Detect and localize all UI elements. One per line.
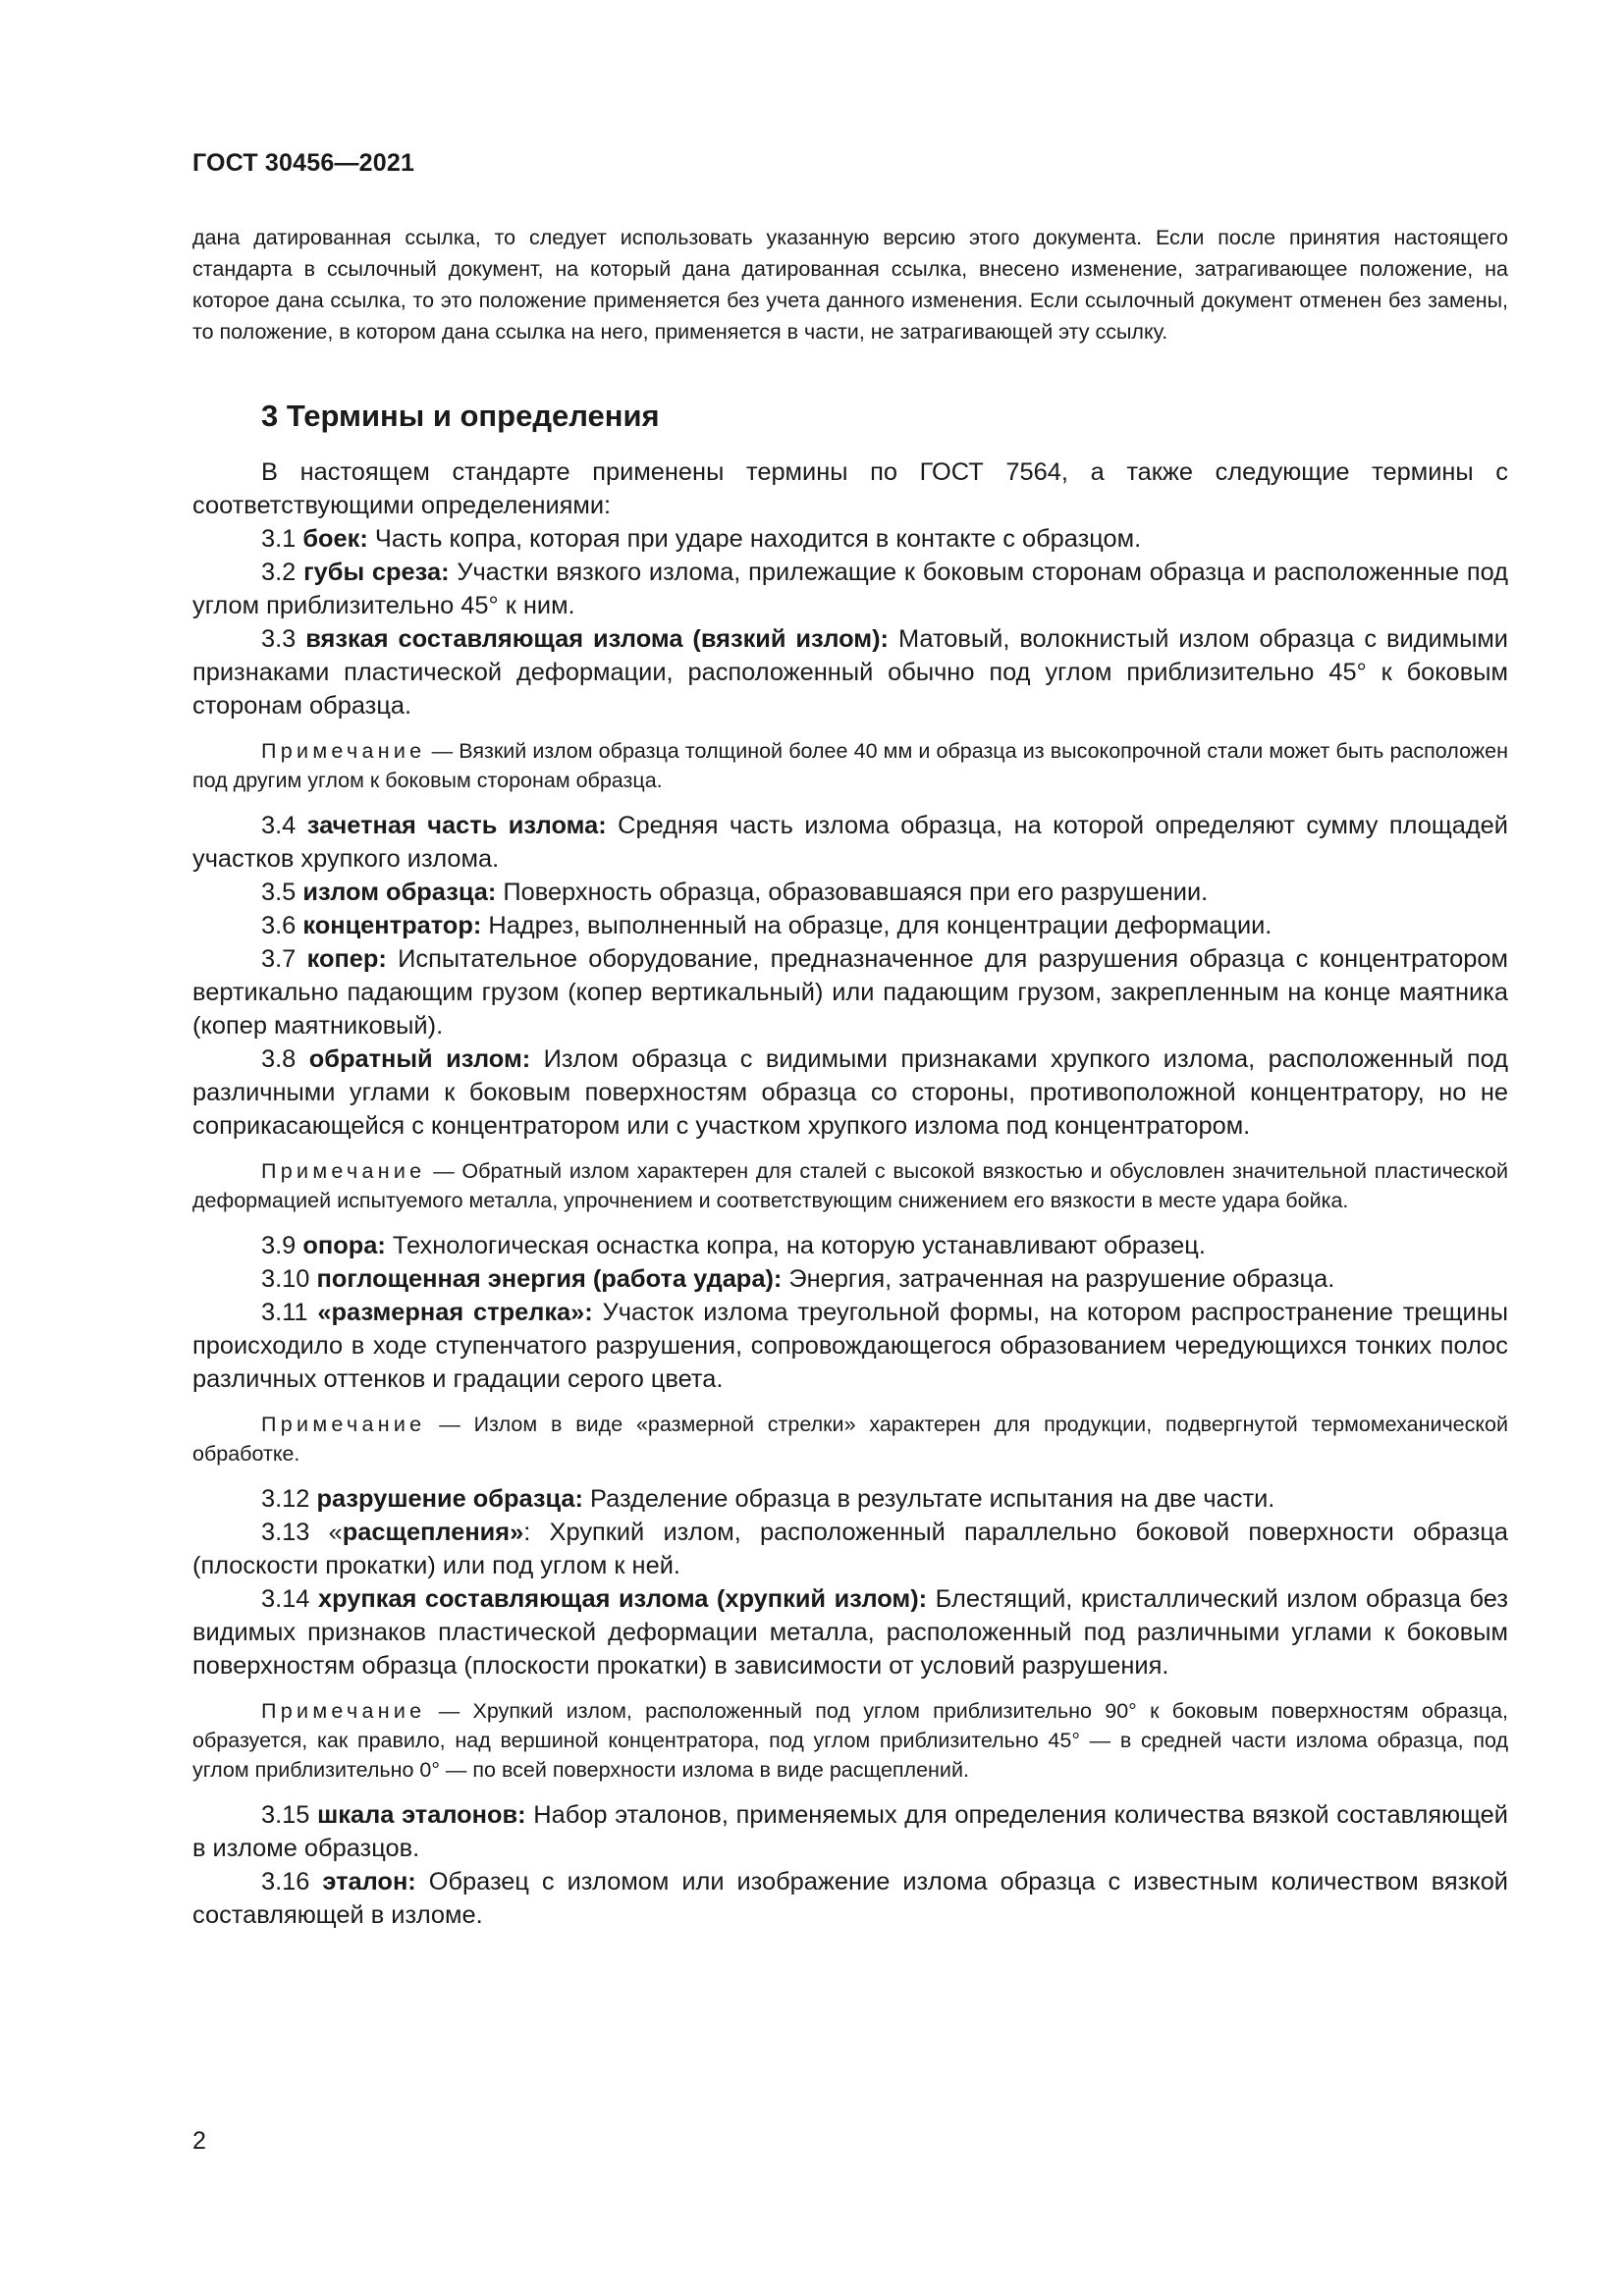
- term-number: 3.16: [261, 1868, 323, 1896]
- term-3-15: [192, 1798, 1508, 1865]
- term-number: 3.6: [261, 912, 303, 939]
- term-name: «размерная стрелка»:: [317, 1299, 593, 1326]
- term-number: 3.5: [261, 879, 303, 906]
- note-label: Примечание: [261, 739, 426, 763]
- term-name: вязкая составляющая излома (вязкий излом):: [305, 625, 889, 653]
- note-text: — Обратный излом характерен для сталей с высокой вязкостью и обусловлен значительной пластической деформацией испытуемого металла, упрочнением и соответствующим снижением его вязкости в месте удара бойка.: [192, 1159, 1508, 1212]
- term-3-16: [192, 1865, 1508, 1932]
- term-3-14: [192, 1582, 1508, 1682]
- intro-paragraph: дана датированная ссылка, то следует использовать указанную версию этого документа. Если после принятия настоящего стандарта в ссылочный документ, на который дана датированная ссылка, внесено изменение, затрагивающее положение, на которое дана ссылка, то это положение применяется без учета данного изменения. Если ссылочный документ отменен без замены, то положение, в котором дана ссылка на него, применяется в части, не затрагивающей эту ссылку.: [192, 226, 1508, 344]
- term-definition: Набор эталонов, применяемых для определения количества вязкой составляющей в изломе образцов.: [192, 1801, 1508, 1862]
- term-definition: Разделение образца в результате испытания на две части.: [583, 1485, 1275, 1513]
- section-lead-paragraph: В настоящем стандарте применены термины по ГОСТ 7564, а также следующие термины с соответствующими определениями:: [192, 458, 1508, 519]
- page-content: [192, 222, 1508, 1932]
- term-number: 3.9: [261, 1232, 303, 1259]
- term-number: 3.14: [261, 1585, 318, 1613]
- term-definition: Участки вязкого излома, прилежащие к боковым сторонам образца и расположенные под углом приблизительно 45° к ним.: [192, 559, 1508, 619]
- term-number: 3.13 «: [261, 1519, 343, 1546]
- note-2: [192, 1156, 1508, 1215]
- term-definition: : Хрупкий излом, расположенный параллельно боковой поверхности образца (плоскости прокатки) или под углом к ней.: [192, 1519, 1508, 1579]
- term-3-7: [192, 942, 1508, 1042]
- term-3-9: [192, 1229, 1508, 1262]
- term-number: 3.8: [261, 1045, 309, 1073]
- term-number: 3.3: [261, 625, 306, 653]
- term-number: 3.12: [261, 1485, 317, 1513]
- term-definition: Надрез, выполненный на образце, для концентрации деформации.: [481, 912, 1272, 939]
- term-definition: Блестящий, кристаллический излом образца без видимых признаков пластической деформации металла, расположенный под различными углами к боковым поверхностям образца (плоскости прокатки) в зависимости от условий разрушения.: [192, 1585, 1508, 1680]
- term-definition: Поверхность образца, образовавшаяся при его разрушении.: [496, 879, 1209, 906]
- term-number: 3.1: [261, 525, 303, 553]
- term-3-2: [192, 556, 1508, 622]
- term-definition: Испытательное оборудование, предназначенное для разрушения образца с концентратором вертикально падающим грузом (копер вертикальный) или падающим грузом, закрепленным на конце маятника (копер маятниковый).: [192, 945, 1508, 1040]
- term-number: 3.15: [261, 1801, 318, 1829]
- term-name: губы среза:: [303, 559, 450, 586]
- term-name: излом образца:: [302, 879, 497, 906]
- term-name: зачетная часть излома:: [306, 812, 607, 839]
- term-name: разрушение образца:: [316, 1485, 583, 1513]
- term-name: концентратор:: [302, 912, 482, 939]
- term-definition: Средняя часть излома образца, на которой определяют сумму площадей участков хрупкого излома.: [192, 812, 1508, 873]
- term-definition: Часть копра, которая при ударе находится в контакте с образцом.: [367, 525, 1142, 553]
- term-name: опора:: [302, 1232, 386, 1259]
- note-text: — Вязкий излом образца толщиной более 40 мм и образца из высокопрочной стали может быть расположен под другим углом к боковым сторонам образца.: [192, 739, 1508, 792]
- term-name: расщепления»: [342, 1519, 524, 1546]
- term-number: 3.7: [261, 945, 307, 973]
- term-3-6: [192, 909, 1508, 942]
- term-definition: Образец с изломом или изображение излома образца с известным количеством вязкой составляющей в изломе.: [192, 1868, 1508, 1929]
- document-id-header: ГОСТ 30456—2021: [192, 149, 415, 177]
- term-3-4: [192, 809, 1508, 876]
- term-name: поглощенная энергия (работа удара):: [316, 1265, 783, 1293]
- term-name: копер:: [306, 945, 387, 973]
- term-definition: Излом образца с видимыми признаками хрупкого излома, расположенный под различными углами к боковым поверхностям образца со стороны, противоположной концентратору, но не соприкасающейся с концентратором или с участком хрупкого излома под концентратором.: [192, 1045, 1508, 1140]
- term-number: 3.10: [261, 1265, 317, 1293]
- note-label: Примечание: [261, 1699, 426, 1723]
- note-text: — Хрупкий излом, расположенный под углом приблизительно 90° к боковым поверхностям образца, образуется, как правило, над вершиной концентратора, под углом приблизительно 45° — в средней части излома образца, под углом приблизительно 0° — по всей поверхности излома в виде расщеплений.: [192, 1699, 1508, 1782]
- term-definition: Участок излома треугольной формы, на котором распространение трещины происходило в ходе ступенчатого разрушения, сопровождающегося образованием чередующихся тонких полос различных оттенков и градации серого цвета.: [192, 1299, 1508, 1393]
- term-3-1: [192, 522, 1508, 556]
- term-3-12: [192, 1482, 1508, 1516]
- term-number: 3.2: [261, 559, 304, 586]
- term-3-5: [192, 876, 1508, 909]
- note-1: [192, 736, 1508, 795]
- term-name: шкала эталонов:: [317, 1801, 526, 1829]
- term-definition: Технологическая оснастка копра, на которую устанавливают образец.: [385, 1232, 1206, 1259]
- term-number: 3.11: [261, 1299, 318, 1326]
- section-title: 3 Термины и определения: [261, 399, 660, 433]
- term-number: 3.4: [261, 812, 307, 839]
- term-name: обратный излом:: [308, 1045, 531, 1073]
- note-label: Примечание: [261, 1159, 426, 1183]
- note-text: — Излом в виде «размерной стрелки» характерен для продукции, подвергнутой термомеханической обработке.: [192, 1413, 1508, 1466]
- term-name: боек:: [302, 525, 368, 553]
- term-3-10: [192, 1262, 1508, 1296]
- term-definition: Энергия, затраченная на разрушение образца.: [782, 1265, 1335, 1293]
- term-name: хрупкая составляющая излома (хрупкий излом):: [317, 1585, 928, 1613]
- term-name: эталон:: [322, 1868, 416, 1896]
- note-4: [192, 1696, 1508, 1785]
- term-3-3: [192, 622, 1508, 722]
- note-label: Примечание: [261, 1413, 426, 1436]
- term-definition: Матовый, волокнистый излом образца с видимыми признаками пластической деформации, расположенный обычно под углом приблизительно 45° к боковым сторонам образца.: [192, 625, 1508, 720]
- term-3-13: [192, 1516, 1508, 1582]
- page-number: 2: [192, 2127, 206, 2155]
- note-3: [192, 1410, 1508, 1468]
- term-3-8: [192, 1042, 1508, 1143]
- term-3-11: [192, 1296, 1508, 1396]
